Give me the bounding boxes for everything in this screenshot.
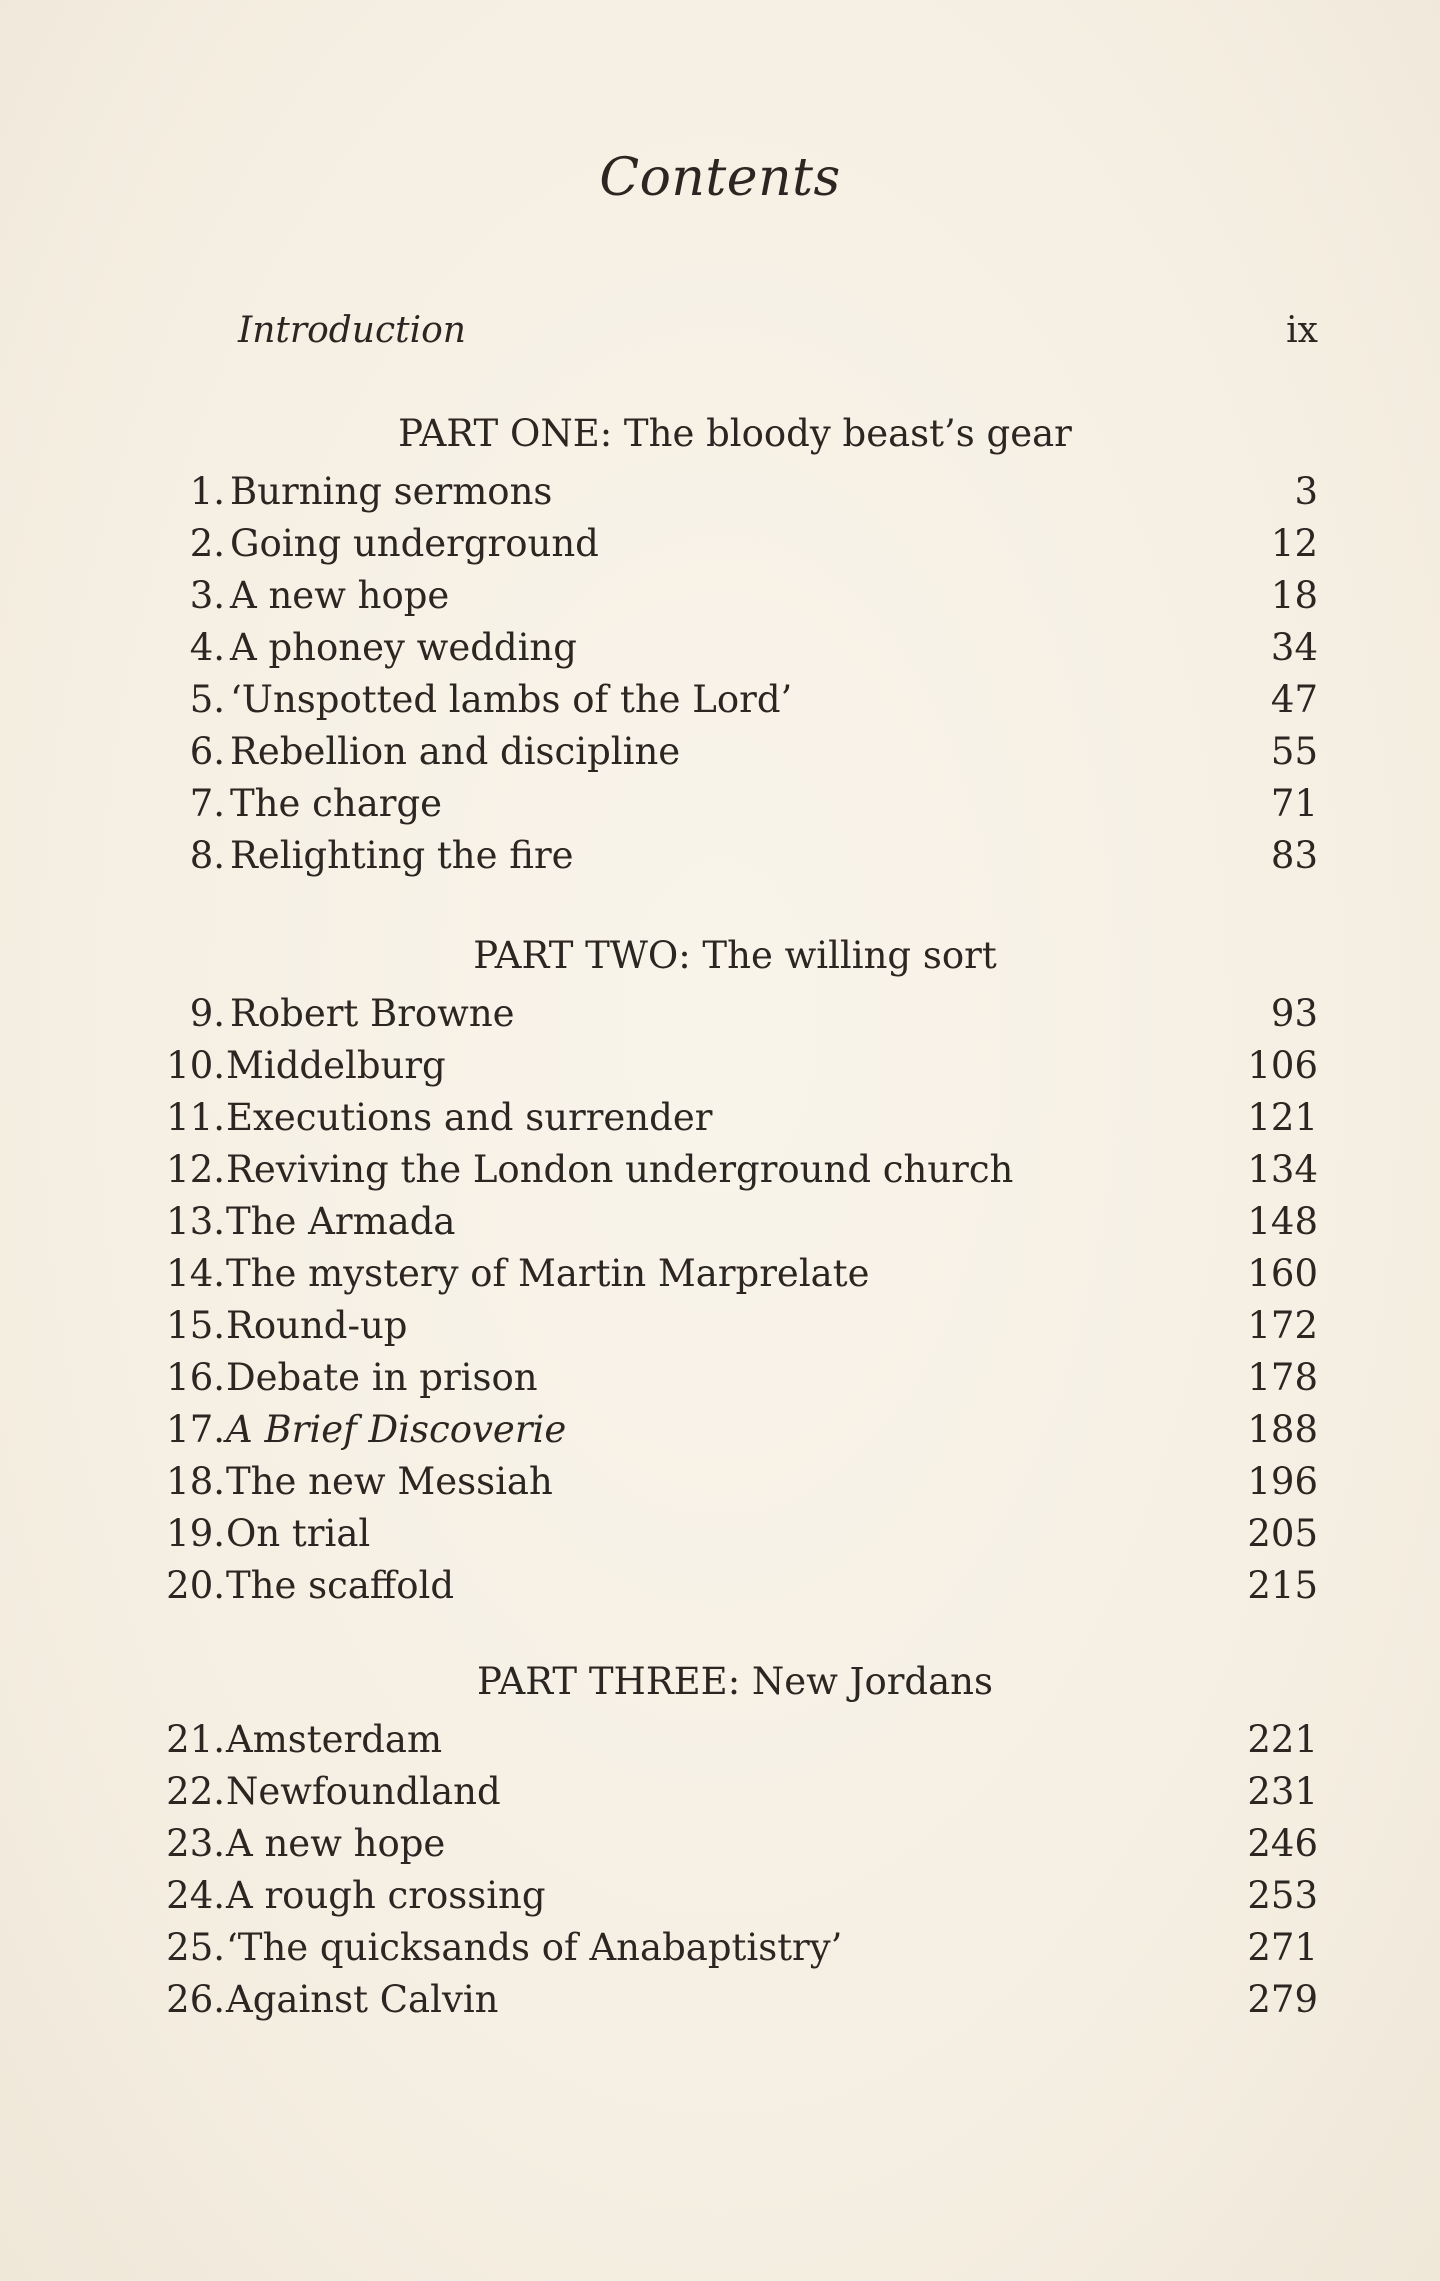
toc-entry [0,1456,1440,1508]
chapter-page-number: 93 [1270,992,1318,1035]
toc-entry [0,830,1440,882]
part-three-chapter-list [0,1714,1440,2026]
toc-entry [0,778,1440,830]
chapter-title: Going underground [230,522,599,565]
chapter-title: Relighting the fire [230,834,574,877]
toc-entry [0,1974,1440,2026]
chapter-number: 12. [166,1148,225,1191]
chapter-number: 2. [189,522,225,565]
toc-entry [0,988,1440,1040]
chapter-title: Against Calvin [226,1978,499,2021]
chapter-title: The mystery of Martin Marprelate [226,1252,870,1295]
chapter-title: The new Messiah [226,1460,553,1503]
chapter-title: A phoney wedding [230,626,577,669]
chapter-number: 22. [166,1770,225,1813]
chapter-number: 17. [166,1408,225,1451]
part-two-chapter-list [0,988,1440,1612]
page-title: Contents [599,148,841,208]
chapter-title: ‘The quicksands of Anabaptistry’ [226,1926,843,1969]
chapter-number: 18. [166,1460,225,1503]
chapter-number: 26. [166,1978,225,2021]
chapter-number: 8. [189,834,225,877]
part-one-heading: PART ONE: The bloody beast’s gear [398,412,1072,455]
chapter-title: A new hope [226,1822,446,1865]
chapter-number: 16. [166,1356,225,1399]
chapter-number: 4. [189,626,225,669]
chapter-number: 14. [166,1252,225,1295]
chapter-title: Burning sermons [230,470,553,513]
chapter-title: A Brief Discoverie [226,1408,567,1451]
toc-entry [0,1248,1440,1300]
chapter-page-number: 121 [1247,1096,1318,1139]
chapter-number: 5. [189,678,225,721]
chapter-title: The charge [230,782,443,825]
toc-entry [0,518,1440,570]
chapter-number: 7. [189,782,225,825]
chapter-page-number: 134 [1247,1148,1318,1191]
chapter-title: Newfoundland [226,1770,501,1813]
chapter-number: 9. [189,992,225,1035]
toc-entry [0,1766,1440,1818]
toc-entry [0,1560,1440,1612]
chapter-title: Reviving the London underground church [226,1148,1014,1191]
chapter-page-number: 253 [1247,1874,1318,1917]
part-two-heading: PART TWO: The willing sort [473,934,997,977]
toc-entry [0,1818,1440,1870]
introduction-label: Introduction [238,310,466,351]
chapter-title: Middelburg [226,1044,446,1087]
chapter-page-number: 160 [1247,1252,1318,1295]
chapter-page-number: 83 [1270,834,1318,877]
toc-entry [0,674,1440,726]
chapter-title: Amsterdam [226,1718,443,1761]
chapter-title: Executions and surrender [226,1096,713,1139]
chapter-page-number: 47 [1270,678,1318,721]
chapter-title: Robert Browne [230,992,515,1035]
chapter-title: A rough crossing [226,1874,546,1917]
chapter-number: 13. [166,1200,225,1243]
chapter-page-number: 55 [1270,730,1318,773]
toc-entry-introduction [238,310,1318,360]
chapter-title: ‘Unspotted lambs of the Lord’ [230,678,793,721]
chapter-title: Round-up [226,1304,408,1347]
toc-entry [0,1300,1440,1352]
chapter-number: 11. [166,1096,225,1139]
chapter-number: 23. [166,1822,225,1865]
toc-entry [0,1404,1440,1456]
toc-entry [0,1352,1440,1404]
toc-entry [0,570,1440,622]
toc-entry [0,1040,1440,1092]
chapter-number: 19. [166,1512,225,1555]
toc-entry [0,726,1440,778]
chapter-page-number: 246 [1247,1822,1318,1865]
part-three-heading: PART THREE: New Jordans [477,1660,993,1703]
introduction-page-number: ix [1286,310,1318,351]
chapter-number: 15. [166,1304,225,1347]
chapter-title: The Armada [226,1200,456,1243]
toc-entry [0,1714,1440,1766]
toc-entry [0,1922,1440,1974]
toc-entry [0,1508,1440,1560]
chapter-page-number: 106 [1247,1044,1318,1087]
chapter-number: 24. [166,1874,225,1917]
chapter-title: The scaffold [226,1564,455,1607]
chapter-page-number: 221 [1247,1718,1318,1761]
chapter-number: 20. [166,1564,225,1607]
chapter-page-number: 3 [1294,470,1318,513]
chapter-page-number: 196 [1247,1460,1318,1503]
chapter-title: Debate in prison [226,1356,538,1399]
chapter-page-number: 34 [1270,626,1318,669]
chapter-page-number: 148 [1247,1200,1318,1243]
toc-entry [0,1870,1440,1922]
chapter-title: On trial [226,1512,371,1555]
chapter-page-number: 215 [1247,1564,1318,1607]
chapter-number: 3. [189,574,225,617]
toc-entry [0,1144,1440,1196]
chapter-title: A new hope [230,574,450,617]
chapter-number: 10. [166,1044,225,1087]
chapter-page-number: 12 [1270,522,1318,565]
chapter-page-number: 172 [1247,1304,1318,1347]
chapter-page-number: 71 [1270,782,1318,825]
chapter-number: 25. [166,1926,225,1969]
chapter-page-number: 18 [1270,574,1318,617]
chapter-page-number: 271 [1247,1926,1318,1969]
toc-entry [0,1092,1440,1144]
chapter-number: 1. [189,470,225,513]
chapter-page-number: 205 [1247,1512,1318,1555]
part-one-chapter-list [0,466,1440,882]
chapter-page-number: 178 [1247,1356,1318,1399]
chapter-page-number: 231 [1247,1770,1318,1813]
chapter-number: 21. [166,1718,225,1761]
toc-entry [0,622,1440,674]
chapter-page-number: 279 [1247,1978,1318,2021]
toc-entry [0,1196,1440,1248]
toc-entry [0,466,1440,518]
chapter-title: Rebellion and discipline [230,730,681,773]
chapter-page-number: 188 [1247,1408,1318,1451]
chapter-number: 6. [189,730,225,773]
